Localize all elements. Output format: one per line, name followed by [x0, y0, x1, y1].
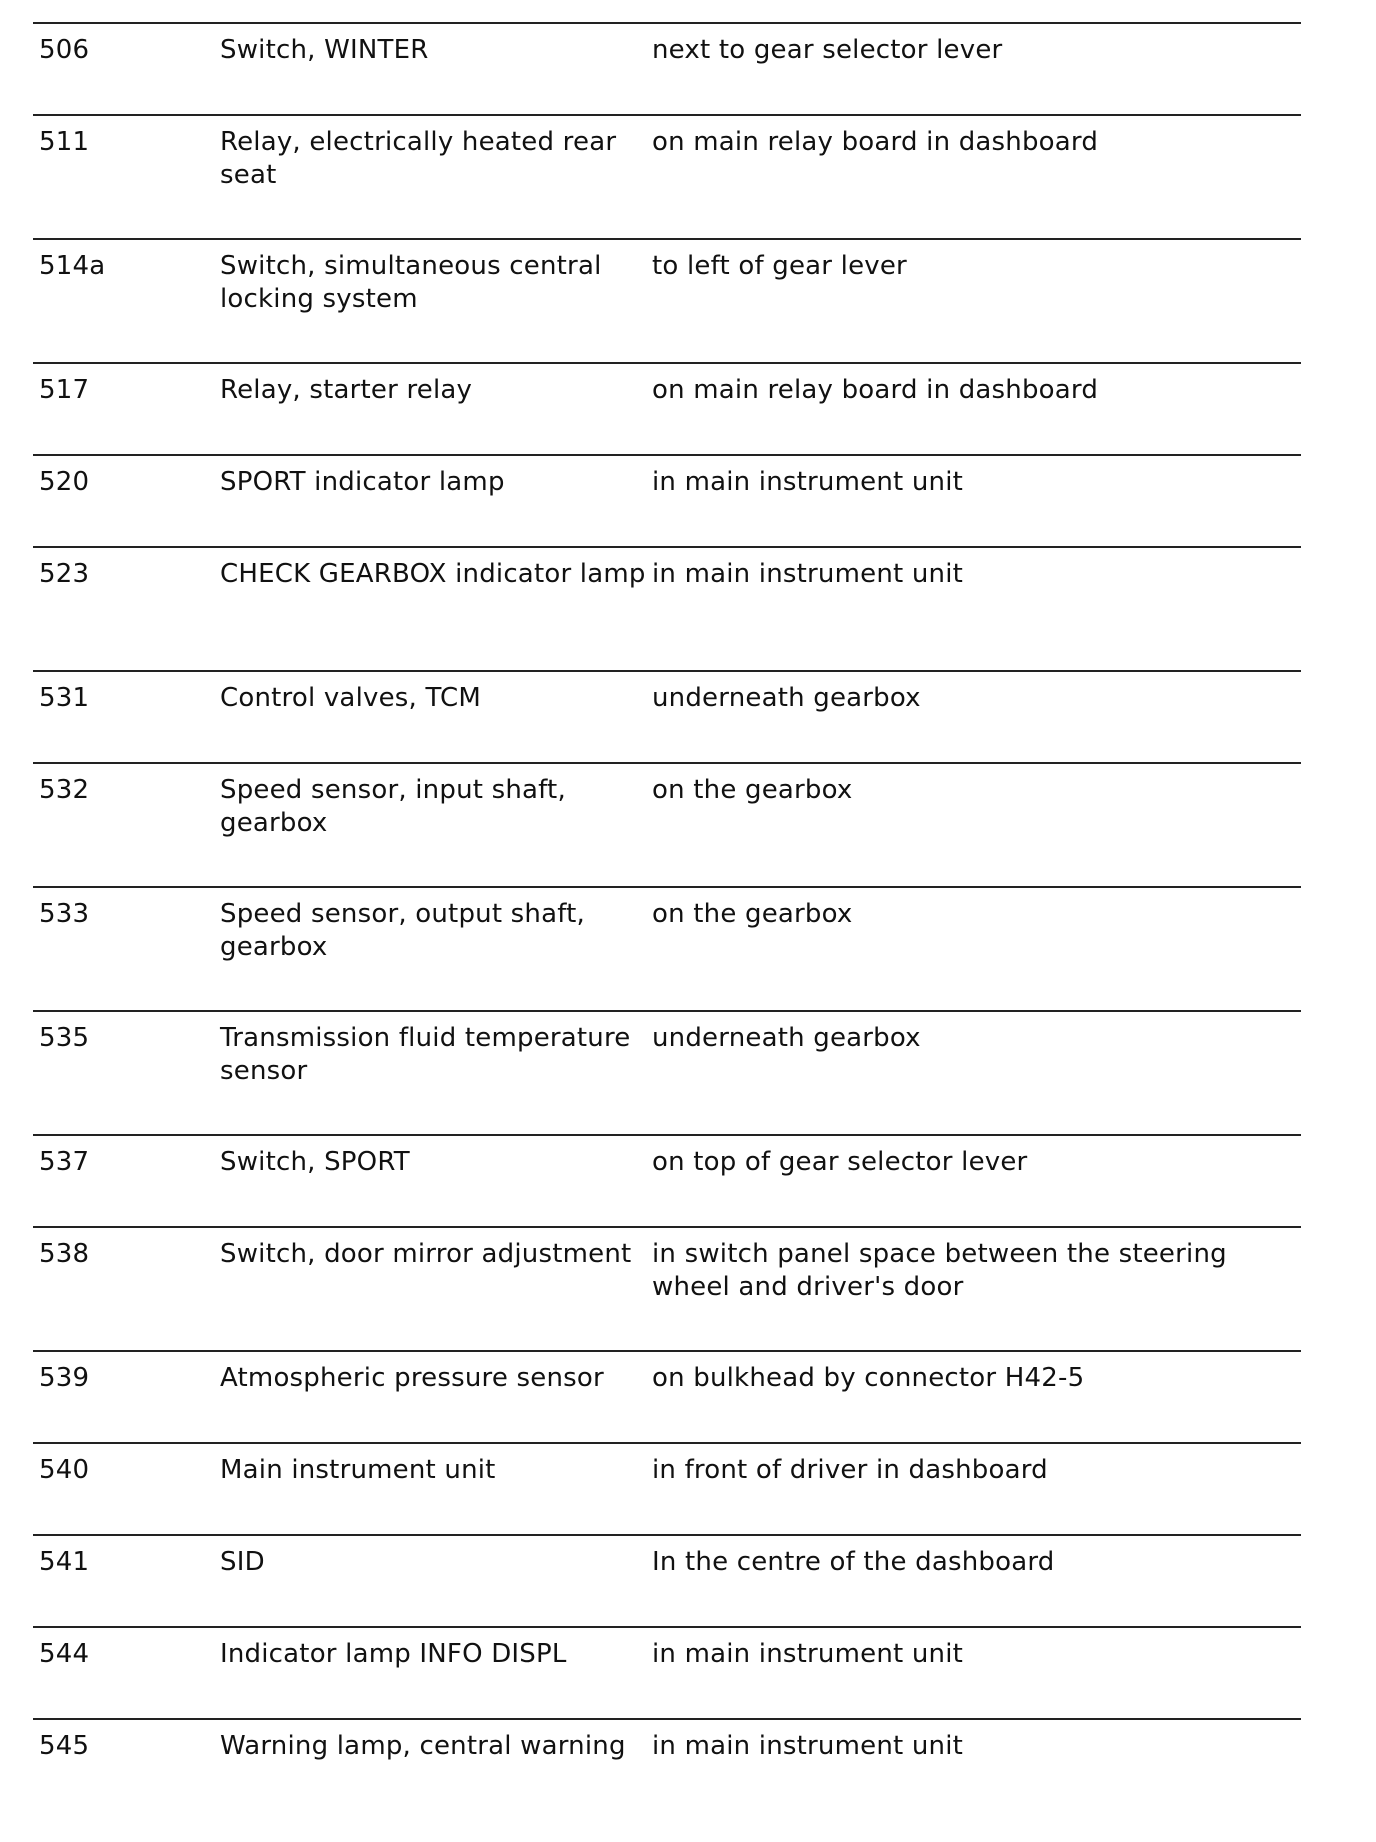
- component-location: on main relay board in dashboard: [652, 127, 1099, 157]
- table-row: [33, 1442, 1301, 1534]
- table-row: [33, 362, 1301, 454]
- component-location: in main instrument unit: [652, 559, 964, 589]
- table-row: [33, 1226, 1301, 1350]
- component-number: 514a: [39, 251, 106, 281]
- component-number: 520: [39, 467, 90, 497]
- component-location: on the gearbox: [652, 899, 853, 929]
- component-name: Transmission fluid temperature sensor: [220, 1023, 631, 1086]
- component-name: Speed sensor, input shaft, gearbox: [220, 775, 566, 838]
- component-number: 544: [39, 1639, 90, 1669]
- table-row: [33, 1718, 1301, 1842]
- component-name: Atmospheric pressure sensor: [220, 1363, 604, 1393]
- table-row: [33, 670, 1301, 762]
- component-location: in main instrument unit: [652, 1731, 964, 1761]
- component-name: Relay, starter relay: [220, 375, 473, 405]
- table-row: [33, 886, 1301, 1010]
- table-row: [33, 22, 1301, 114]
- component-number: 535: [39, 1023, 90, 1053]
- component-name: Switch, WINTER: [220, 35, 429, 65]
- component-name: Switch, simultaneous central locking system: [220, 251, 602, 314]
- component-location: to left of gear lever: [652, 251, 907, 281]
- component-name: Indicator lamp INFO DISPL: [220, 1639, 567, 1669]
- table-row: [33, 238, 1301, 362]
- component-location: next to gear selector lever: [652, 35, 1003, 65]
- component-number: 523: [39, 559, 90, 589]
- component-location: in main instrument unit: [652, 467, 964, 497]
- component-number: 541: [39, 1547, 90, 1577]
- table-row: [33, 1134, 1301, 1226]
- table-row: [33, 454, 1301, 546]
- component-number: 532: [39, 775, 90, 805]
- component-number: 533: [39, 899, 90, 929]
- table-row: [33, 762, 1301, 886]
- table-row: [33, 1010, 1301, 1134]
- component-name: Switch, SPORT: [220, 1147, 410, 1177]
- component-location: underneath gearbox: [652, 1023, 921, 1053]
- component-location: in switch panel space between the steering wheel and driver's door: [652, 1239, 1227, 1302]
- table-row: [33, 1626, 1301, 1718]
- component-name: Control valves, TCM: [220, 683, 481, 713]
- component-location: underneath gearbox: [652, 683, 921, 713]
- table-row: [33, 114, 1301, 238]
- component-number: 538: [39, 1239, 90, 1269]
- component-location: in front of driver in dashboard: [652, 1455, 1048, 1485]
- component-location: on the gearbox: [652, 775, 853, 805]
- component-name: SID: [220, 1547, 265, 1577]
- component-number: 511: [39, 127, 90, 157]
- table-row: [33, 546, 1301, 670]
- component-name: CHECK GEARBOX indicator lamp: [220, 559, 646, 589]
- component-number: 531: [39, 683, 90, 713]
- table-row: [33, 1350, 1301, 1442]
- component-name: Relay, electrically heated rear seat: [220, 127, 617, 190]
- component-number: 517: [39, 375, 90, 405]
- component-number: 539: [39, 1363, 90, 1393]
- component-location: on main relay board in dashboard: [652, 375, 1099, 405]
- component-name: Warning lamp, central warning: [220, 1731, 626, 1761]
- component-table: [33, 22, 1301, 1842]
- component-location: on top of gear selector lever: [652, 1147, 1028, 1177]
- table-row: [33, 1534, 1301, 1626]
- component-location: on bulkhead by connector H42-5: [652, 1363, 1085, 1393]
- component-location: in main instrument unit: [652, 1639, 964, 1669]
- component-name: Main instrument unit: [220, 1455, 496, 1485]
- component-name: SPORT indicator lamp: [220, 467, 505, 497]
- component-number: 506: [39, 35, 90, 65]
- component-number: 540: [39, 1455, 90, 1485]
- component-location: In the centre of the dashboard: [652, 1547, 1055, 1577]
- component-number: 545: [39, 1731, 90, 1761]
- component-name: Speed sensor, output shaft, gearbox: [220, 899, 585, 962]
- component-number: 537: [39, 1147, 90, 1177]
- component-name: Switch, door mirror adjustment: [220, 1239, 632, 1269]
